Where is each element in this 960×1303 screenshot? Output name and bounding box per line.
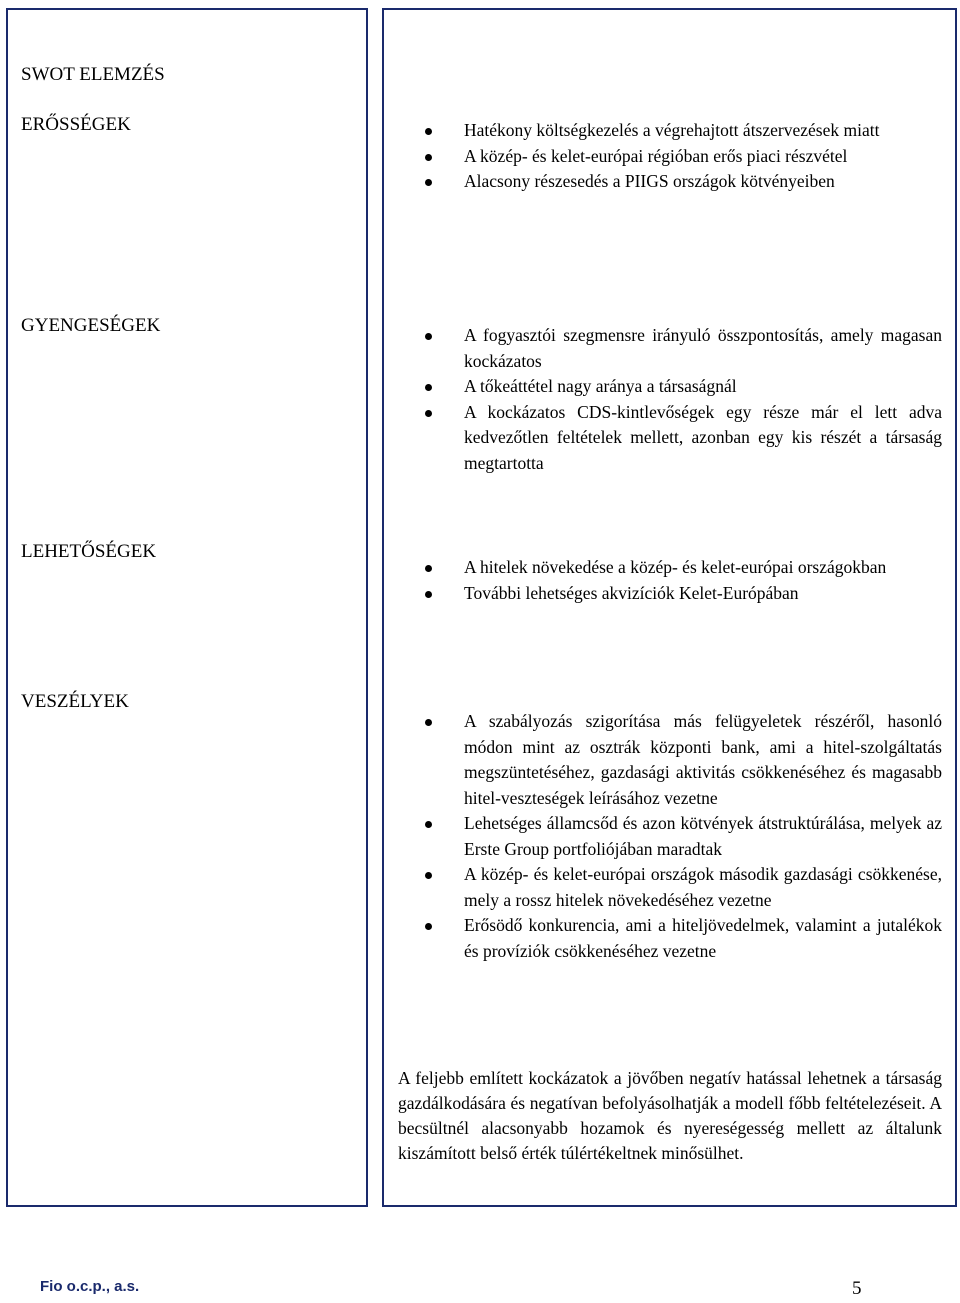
bullet-icon <box>425 333 432 340</box>
footer-page-number: 5 <box>852 1278 862 1299</box>
document-title: SWOT ELEMZÉS <box>21 64 165 85</box>
list-item <box>425 555 942 581</box>
opportunities-list <box>425 555 942 606</box>
list-item-text: A szabályozás szigorítása más felügyeletek részéről, hasonló módon mint az osztrák központi bank, ami a hitel-szolgáltatás megszüntetéséhez, gazdasági aktivitás csökkenéséhez és magasabb hitel-veszteségek leírásához vezetne <box>464 711 942 808</box>
bullet-icon <box>425 923 432 930</box>
list-item <box>425 169 942 195</box>
list-item <box>425 709 942 811</box>
list-item-text: A közép- és kelet-európai régióban erős piaci részvétel <box>464 145 848 166</box>
bullet-icon <box>425 179 432 186</box>
summary-paragraph: A feljebb említett kockázatok a jövőben negatív hatással lehetnek a társaság gazdálkodására és negatívan befolyásolhatják a modell főbb feltételezéseit. A becsültnél alacsonyabb hozamok és nyereségesség mellett az általunk kiszámított belső érték túlértékeltnek minősülhet. <box>398 1068 942 1163</box>
list-item <box>425 118 942 144</box>
list-item <box>425 581 942 607</box>
list-item-text: A kockázatos CDS-kintlevőségek egy része már el lett adva kedvezőtlen feltételek mellett, azonban egy kis részét a társaság megtartotta <box>464 401 942 473</box>
bullet-icon <box>425 154 432 161</box>
weaknesses-list <box>425 323 942 476</box>
bullet-icon <box>425 719 432 726</box>
list-item <box>425 811 942 862</box>
list-item <box>425 374 942 400</box>
list-item-text: A fogyasztói szegmensre irányuló összpontosítás, amely magasan kockázatos <box>464 325 942 371</box>
list-item <box>425 400 942 477</box>
threats-list <box>425 709 942 964</box>
bullet-icon <box>425 821 432 828</box>
section-heading-strengths: ERŐSSÉGEK <box>21 114 131 135</box>
list-item <box>425 913 942 964</box>
bullet-icon <box>425 565 432 572</box>
strengths-list <box>425 118 942 195</box>
left-column-frame <box>6 8 368 1207</box>
list-item-text: Erősödő konkurencia, ami a hiteljövedelmek, valamint a jutalékok és províziók csökkenéséhez vezetne <box>464 915 942 961</box>
section-heading-threats: VESZÉLYEK <box>21 691 129 712</box>
bullet-icon <box>425 128 432 135</box>
list-item <box>425 323 942 374</box>
section-heading-weaknesses: GYENGESÉGEK <box>21 315 161 336</box>
bullet-icon <box>425 872 432 879</box>
list-item <box>425 862 942 913</box>
list-item-text: A hitelek növekedése a közép- és kelet-európai országokban <box>464 557 887 577</box>
bullet-icon <box>425 410 432 417</box>
list-item-text: A tőkeáttétel nagy aránya a társaságnál <box>464 376 737 396</box>
list-item-text: A közép- és kelet-európai országok második gazdasági csökkenése, mely a rossz hitelek növekedéséhez vezetne <box>464 864 942 910</box>
list-item-text: Lehetséges államcsőd és azon kötvények átstruktúrálása, melyek az Erste Group portfoliójában maradtak <box>464 813 942 859</box>
list-item-text: Hatékony költségkezelés a végrehajtott átszervezések miatt <box>464 120 880 140</box>
section-heading-opportunities: LEHETŐSÉGEK <box>21 541 157 562</box>
list-item <box>425 144 942 170</box>
bullet-icon <box>425 591 432 598</box>
bullet-icon <box>425 384 432 391</box>
list-item-text: További lehetséges akvizíciók Kelet-Európában <box>464 582 799 603</box>
list-item-text: Alacsony részesedés a PIIGS országok kötvényeiben <box>464 171 835 191</box>
footer-company-name: Fio o.c.p., a.s. <box>40 1278 140 1295</box>
